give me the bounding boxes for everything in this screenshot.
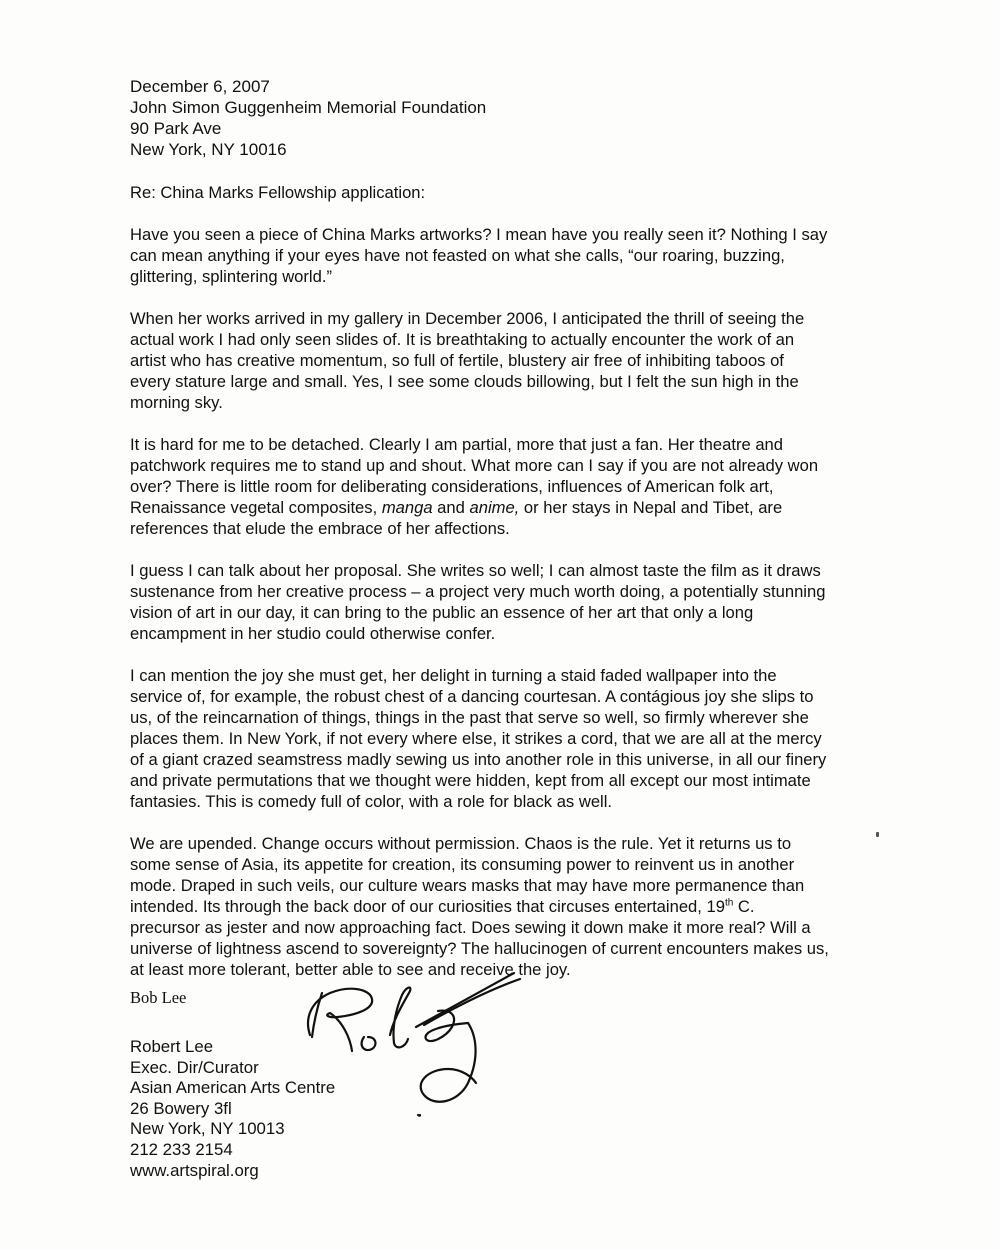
letter-body [130,76,920,980]
text-line: encampment in her studio could otherwise confer. [130,624,496,643]
paragraph-2 [130,308,920,413]
text-line: sustenance from her creative process – a project very much worth doing, a potentially stunning [130,582,826,601]
signoff-name: Bob Lee [130,988,187,1007]
sender-name: Robert Lee [130,1037,214,1056]
paragraph-3 [130,434,920,539]
sender-organization: Asian American Arts Centre [130,1078,336,1098]
text-line: of a giant crazed seamstress madly sewing us into another role in this universe, in all our finery [130,750,827,769]
text-line [130,497,920,518]
text-line: and private permutations that we thought were hidden, kept from all except our most intimate [130,771,811,790]
subject-text: Re: China Marks Fellowship application: [130,183,426,202]
sender-city: New York, NY 10013 [130,1119,285,1139]
recipient-address-block [130,76,920,160]
text-segment: intended. Its through the back door of our curiosities that circuses entertained, 19 [130,897,725,916]
text-line: over? There is little room for deliberating considerations, influences of American folk art, [130,477,774,496]
subject-line [130,182,920,203]
scan-speck [876,832,879,837]
text-line: at least more tolerant, better able to see and receive the joy. [130,960,571,979]
paragraph-6 [130,833,920,980]
text-line: places them. In New York, if not every where else, it strikes a cord, that we are all at the mercy [130,729,822,748]
text-segment: and [432,498,470,517]
sender-website: www.artspiral.org [130,1160,259,1180]
text-line: some sense of Asia, its appetite for creation, its consuming power to reinvent us in another [130,855,795,874]
text-line: patchwork requires me to stand up and shout. What more can I say if you are not already won [130,456,819,475]
text-segment: Renaissance vegetal composites, [130,498,382,517]
paragraph-5 [130,665,920,812]
text-line: It is hard for me to be detached. Clearly I am partial, more that just a fan. Her theatre and [130,435,784,454]
text-line: artist who has creative momentum, so full of fertile, blustery air free of inhibiting taboos of [130,351,784,370]
text-line: us, of the reincarnation of things, things in the past that serve so well, so firmly wherever she [130,708,809,727]
text-line: I can mention the joy she must get, her delight in turning a staid faded wallpaper into the [130,666,777,685]
sender-street: 26 Bowery 3fl [130,1098,232,1118]
text-line: Have you seen a piece of China Marks artworks? I mean have you really seen it? Nothing I say [130,225,828,244]
text-line: When her works arrived in my gallery in December 2006, I anticipated the thrill of seeing the [130,309,805,328]
superscript-th: th [724,897,734,909]
sender-block [130,1037,335,1181]
text-line: We are upended. Change occurs without permission. Chaos is the rule. Yet it returns us to [130,834,792,853]
text-line: vision of art in our day, it can bring to the public an essence of her art that only a long [130,603,754,622]
italic-term-anime: anime, [469,498,520,517]
paragraph-1 [130,224,920,287]
text-segment: C. [733,897,755,916]
text-line: morning sky. [130,393,223,412]
text-line: I guess I can talk about her proposal. She writes so well; I can almost taste the film as it draws [130,561,821,580]
text-line: glittering, splintering world.” [130,267,332,286]
text-line: service of, for example, the robust chest of a dancing courtesan. A contágious joy she slips to [130,687,814,706]
sender-title: Exec. Dir/Curator [130,1057,259,1077]
text-segment: or her stays in Nepal and Tibet, are [519,498,783,517]
italic-term-manga: manga [381,498,433,517]
text-line: precursor as jester and now approaching fact. Does sewing it down make it more real? Will a [130,918,811,937]
paragraph-4 [130,560,920,644]
recipient-city: New York, NY 10016 [130,140,287,159]
text-line: universe of lightness ascend to sovereignty? The hallucinogen of current encounters makes us, [130,939,829,958]
sender-phone: 212 233 2154 [130,1139,233,1159]
recipient-street: 90 Park Ave [130,119,222,138]
text-line: can mean anything if your eyes have not feasted on what she calls, “our roaring, buzzing, [130,246,785,265]
text-line: fantasies. This is comedy full of color, with a role for black as well. [130,792,613,811]
text-line: actual work I had only seen slides of. It is breathtaking to actually encounter the work of an [130,330,795,349]
letter-date: December 6, 2007 [130,77,270,96]
text-line: references that elude the embrace of her affections. [130,519,510,538]
text-line [130,896,920,917]
recipient-name: John Simon Guggenheim Memorial Foundation [130,98,487,117]
text-line: every stature large and small. Yes, I see some clouds billowing, but I felt the sun high in the [130,372,799,391]
text-line: mode. Draped in such veils, our culture wears masks that may have more permanence than [130,876,805,895]
